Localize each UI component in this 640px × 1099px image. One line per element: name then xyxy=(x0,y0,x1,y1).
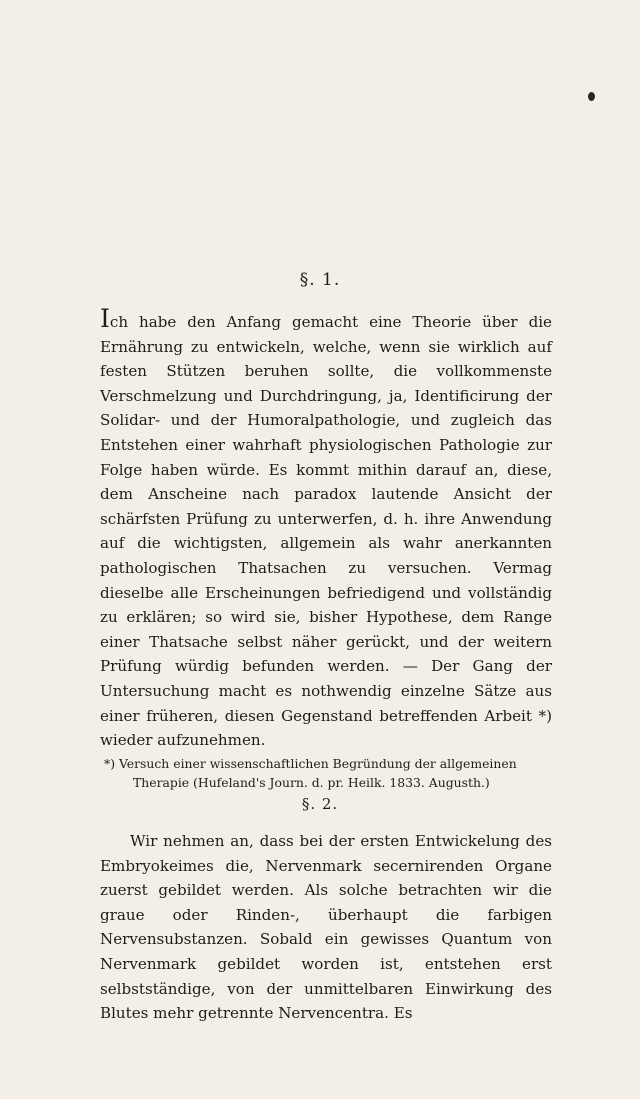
footnote-line-2: Therapie (Hufeland's Journ. d. pr. Heilk. 1833. Augusth.) xyxy=(133,775,490,790)
section-1-heading: §. 1. xyxy=(299,270,341,290)
section-1-initial: I xyxy=(100,304,110,333)
section-2-heading: §. 2. xyxy=(301,795,339,813)
section-1-text: ch habe den Anfang gemacht eine Theorie über die Ernährung zu entwickeln, welche, wenn sie wirklich auf festen Stützen beruhen sollte, die vollkommenste Verschmelzung und Durchdringung, ja, Identificirung der Solidar- und der Humoralpathologie, und zugleich das Entstehen einer wahrhaft physiologischen Pathologie zur Folge haben würde. Es kommt mithin darauf an, diese, dem Anscheine nach paradox lautende Ansicht der schärfsten Prüfung zu unterwerfen, d. h. ihre Anwendung auf die wichtigsten, allgemein als wahr anerkannten pathologischen Thatsachen zu versuchen. Vermag dieselbe alle Erscheinungen befriedigend und vollständig zu erklären; so wird sie, bisher Hypothese, dem Range einer Thatsache selbst näher gerückt, und der weitern Prüfung würdig befunden werden. — Der Gang der Untersuchung macht es nothwendig einzelne Sätze aus einer früheren, diesen Gegenstand betreffenden Arbeit *) wieder aufzunehmen. xyxy=(100,313,552,750)
footnote xyxy=(100,754,555,792)
section-1-paragraph xyxy=(100,306,552,753)
ink-spot xyxy=(588,92,595,101)
footnote-line-1: *) Versuch einer wissenschaftlichen Begründung der allgemeinen xyxy=(104,756,517,771)
section-2-paragraph: Wir nehmen an, dass bei der ersten Entwickelung des Embryokeimes die, Nervenmark secernirenden Organe zuerst gebildet werden. Als solche betrachten wir die graue oder Rinden-, überhaupt die farbigen Nervensubstanzen. Sobald ein gewisses Quantum von Nervenmark gebildet worden ist, entstehen erst selbstständige, von der unmittelbaren Einwirkung des Blutes mehr getrennte Nervencentra. Es xyxy=(100,832,552,1023)
